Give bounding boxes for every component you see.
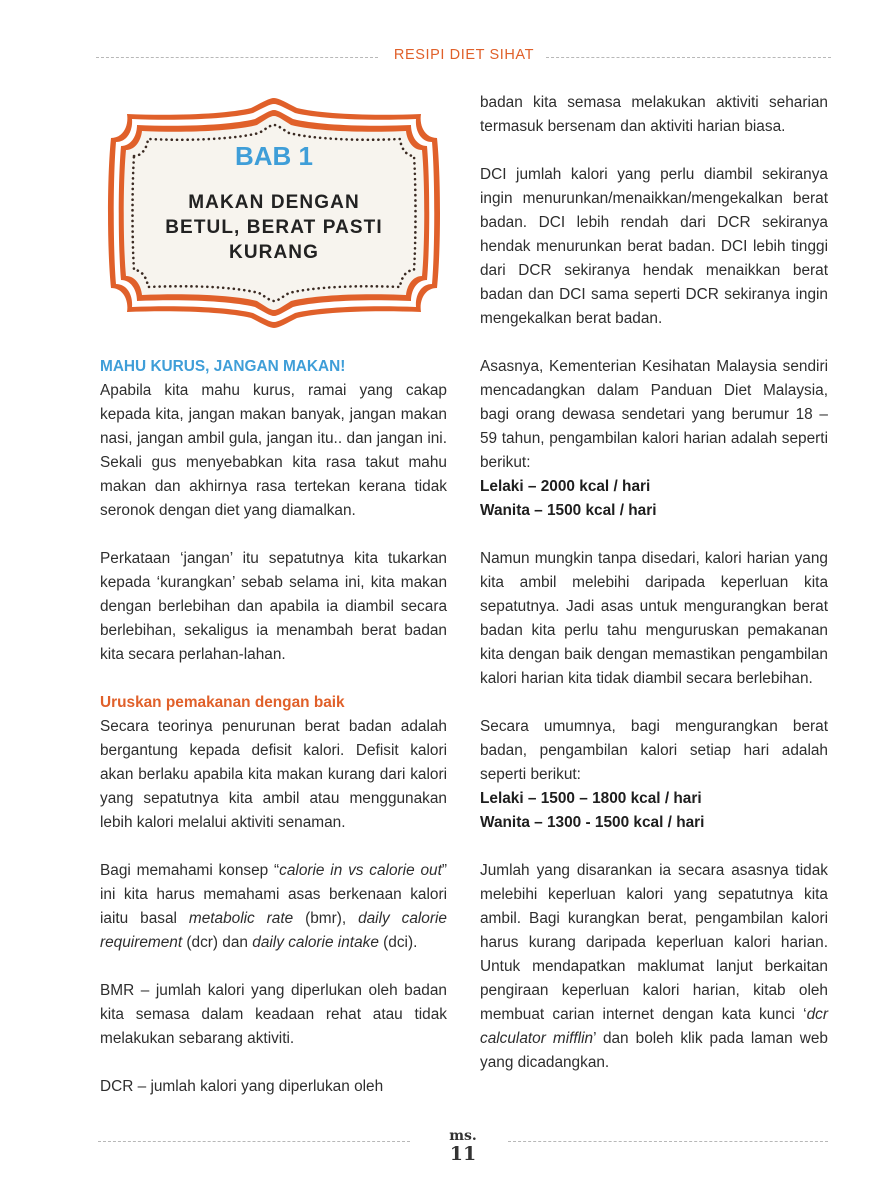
paragraph-concept [100,859,447,955]
paragraph: Secara teorinya penurunan berat badan adalah bergantung kepada defisit kalori. Defisit kalori akan berlaku apabila kita makan kurang dari kalori yang sepatutnya kita ambil atau menggunakan lebih kalori melalui aktiviti senaman. [100,718,447,831]
chapter-title-line: KURANG [229,242,319,263]
paragraph: Apabila kita mahu kurus, ramai yang cakap kepada kita, jangan makan banyak, jangan makan nasi, jangan ambil gula, jangan itu.. dan jangan ini. Sekali gus menyebabkan kita rasa takut mahu makan dan akhirnya rasa tertekan kerana tidak seronok dengan diet yang diamalkan. [100,382,447,519]
header-divider-left [96,57,378,58]
calorie-target-female: Wanita – 1300 - 1500 kcal / hari [480,814,705,831]
text-run: ” ini kita harus memahami asas berkenaan kalori iaitu basal [100,862,447,927]
text-run: Bagi memahami konsep “ [100,862,280,879]
running-header [96,46,831,68]
page-number: 11 [449,1143,477,1165]
footer-divider-left [98,1141,410,1142]
left-column [100,355,447,1099]
italic-term: daily calorie requirement [100,910,447,951]
paragraph-final [480,859,828,1075]
text-run: ’ dan boleh klik pada laman web yang dicadangkan. [480,1030,828,1071]
paragraph: Asasnya, Kementerian Kesihatan Malaysia sendiri mencadangkan dalam Panduan Diet Malaysia, bagi orang dewasa sendetari yang berumur 18 – 59 tahun, pengambilan kalori harian adalah seperti berikut: [480,358,828,471]
chapter-title-line: MAKAN DENGAN [188,192,360,213]
calorie-recommendation-male: Lelaki – 2000 kcal / hari [480,478,651,495]
paragraph: Namun mungkin tanpa disedari, kalori harian yang kita ambil melebihi daripada keperluan kita sepatutnya. Jadi asas untuk mengurangkan berat badan kita perlu tahu menguruskan pemakanan kita dengan baik dengan memastikan pengambilan kalori harian kita tidak diambil secara berlebihan. [480,550,828,687]
chapter-badge [103,98,445,328]
chapter-number: BAB 1 [234,141,313,171]
chapter-title-line: BETUL, BERAT PASTI [165,217,383,238]
italic-term: daily calorie intake [252,934,379,951]
text-run: (bmr), [293,910,359,927]
text-run: (dcr) dan [182,934,253,951]
text-run: Jumlah yang disarankan ia secara asasnya tidak melebihi keperluan kalori yang sepatutnya kita ambil. Bagi kurangkan berat, pengambilan kalori harus kurang daripada keperluan kalori harian. Untuk mendapatkan maklumat lanjut berkaitan pengiraan keperluan kalori harian, kitab oleh membuat carian internet dengan kata kunci ‘ [480,862,828,1023]
paragraph: BMR – jumlah kalori yang diperlukan oleh badan kita semasa dalam keadaan rehat atau tidak melakukan sebarang aktiviti. [100,982,447,1047]
paragraph: DCR – jumlah kalori yang diperlukan oleh [100,1078,384,1095]
header-title: RESIPI DIET SIHAT [393,47,535,63]
right-column [480,91,828,1075]
footer-divider-right [508,1141,828,1142]
paragraph: Secara umumnya, bagi mengurangkan berat badan, pengambilan kalori setiap hari adalah seperti berikut: [480,718,828,783]
section-heading: MAHU KURUS, JANGAN MAKAN! [100,358,346,375]
text-run: (dci). [378,934,418,951]
paragraph: Perkataan ‘jangan’ itu sepatutnya kita tukarkan kepada ‘kurangkan’ sebab selama ini, kita makan dengan berlebihan dan apabila ia diambil secara berlebihan, sekaligus ia menambah berat badan kita secara perlahan-lahan. [100,550,447,663]
italic-term: calorie in vs calorie out [279,862,442,879]
page-label: ms. [449,1128,477,1144]
chapter-title [153,190,395,265]
italic-term: dcr calculator mifflin [480,1006,828,1047]
paragraph: DCI jumlah kalori yang perlu diambil sekiranya ingin menurunkan/menaikkan/mengekalkan berat badan. DCI lebih rendah dari DCR sekiranya hendak menurunkan berat badan. DCI lebih tinggi dari DCR sekiranya hendak menaikkan berat badan dan DCI sama seperti DCR sekiranya ingin mengekalkan berat badan. [480,166,828,327]
calorie-target-male: Lelaki – 1500 – 1800 kcal / hari [480,790,702,807]
header-divider-right [546,57,831,58]
page-footer [98,1128,833,1168]
subsection-heading: Uruskan pemakanan dengan baik [100,694,345,711]
italic-term: metabolic rate [188,910,294,927]
calorie-recommendation-female: Wanita – 1500 kcal / hari [480,502,657,519]
paragraph: badan kita semasa melakukan aktiviti seharian termasuk bersenam dan aktiviti harian biasa. [480,94,828,135]
